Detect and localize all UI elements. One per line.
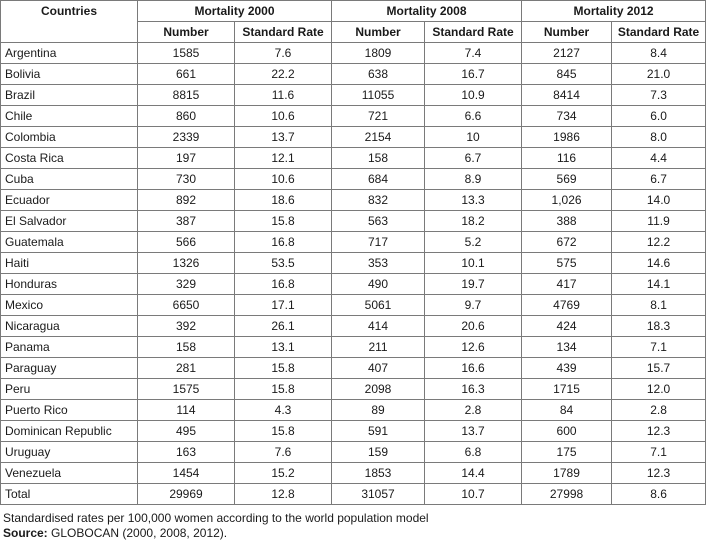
- table-row: [1, 232, 706, 253]
- rate-2012-cell: 8.0: [612, 127, 706, 148]
- number-2008-cell: 5061: [332, 295, 425, 316]
- country-cell: Peru: [1, 379, 138, 400]
- country-cell: Panama: [1, 337, 138, 358]
- number-2000-cell: 2339: [138, 127, 235, 148]
- number-2008-cell: 31057: [332, 484, 425, 505]
- rate-2012-cell: 21.0: [612, 64, 706, 85]
- number-2012-cell: 424: [522, 316, 612, 337]
- rate-2008-cell: 16.6: [425, 358, 522, 379]
- rate-2012-cell: 2.8: [612, 400, 706, 421]
- rate-2000-cell: 13.7: [235, 127, 332, 148]
- number-2012-cell: 1,026: [522, 190, 612, 211]
- country-cell: Cuba: [1, 169, 138, 190]
- source-label: Source:: [3, 526, 48, 540]
- table-row: [1, 295, 706, 316]
- rate-2008-cell: 6.7: [425, 148, 522, 169]
- rate-2012-cell: 12.3: [612, 421, 706, 442]
- rate-2012-cell: 14.6: [612, 253, 706, 274]
- rate-2008-cell: 6.8: [425, 442, 522, 463]
- rate-2012-cell: 4.4: [612, 148, 706, 169]
- rate-2000-cell: 12.1: [235, 148, 332, 169]
- rate-2008-cell: 16.3: [425, 379, 522, 400]
- number-2000-cell: 197: [138, 148, 235, 169]
- subheader-number-2012: Number: [522, 22, 612, 43]
- rate-2000-cell: 17.1: [235, 295, 332, 316]
- number-2012-cell: 1789: [522, 463, 612, 484]
- number-2000-cell: 860: [138, 106, 235, 127]
- rate-2008-cell: 10.1: [425, 253, 522, 274]
- rate-2000-cell: 10.6: [235, 106, 332, 127]
- number-2012-cell: 600: [522, 421, 612, 442]
- number-2008-cell: 490: [332, 274, 425, 295]
- rate-2012-cell: 18.3: [612, 316, 706, 337]
- number-2000-cell: 892: [138, 190, 235, 211]
- rate-2012-cell: 12.0: [612, 379, 706, 400]
- number-2008-cell: 353: [332, 253, 425, 274]
- country-cell: Chile: [1, 106, 138, 127]
- number-2008-cell: 721: [332, 106, 425, 127]
- table-row: [1, 421, 706, 442]
- rate-2012-cell: 8.4: [612, 43, 706, 64]
- number-2000-cell: 158: [138, 337, 235, 358]
- rate-2000-cell: 4.3: [235, 400, 332, 421]
- table-row: [1, 484, 706, 505]
- country-cell: Haiti: [1, 253, 138, 274]
- number-2008-cell: 159: [332, 442, 425, 463]
- number-2012-cell: 27998: [522, 484, 612, 505]
- table-row: [1, 106, 706, 127]
- number-2012-cell: 134: [522, 337, 612, 358]
- rate-2008-cell: 8.9: [425, 169, 522, 190]
- rate-2008-cell: 6.6: [425, 106, 522, 127]
- rate-2000-cell: 53.5: [235, 253, 332, 274]
- number-2000-cell: 566: [138, 232, 235, 253]
- number-2000-cell: 495: [138, 421, 235, 442]
- rate-2000-cell: 16.8: [235, 232, 332, 253]
- rate-2012-cell: 12.2: [612, 232, 706, 253]
- rate-2000-cell: 7.6: [235, 43, 332, 64]
- rate-2012-cell: 6.0: [612, 106, 706, 127]
- number-2000-cell: 1326: [138, 253, 235, 274]
- table-row: [1, 337, 706, 358]
- number-2012-cell: 439: [522, 358, 612, 379]
- rate-2000-cell: 15.8: [235, 358, 332, 379]
- rate-2008-cell: 13.7: [425, 421, 522, 442]
- number-2008-cell: 638: [332, 64, 425, 85]
- subheader-rate-2008: Standard Rate: [425, 22, 522, 43]
- rate-2012-cell: 8.6: [612, 484, 706, 505]
- country-cell: Costa Rica: [1, 148, 138, 169]
- number-2008-cell: 414: [332, 316, 425, 337]
- table-row: [1, 253, 706, 274]
- rate-2012-cell: 14.0: [612, 190, 706, 211]
- subheader-rate-2000: Standard Rate: [235, 22, 332, 43]
- country-cell: Guatemala: [1, 232, 138, 253]
- rate-2000-cell: 18.6: [235, 190, 332, 211]
- number-2000-cell: 29969: [138, 484, 235, 505]
- rate-2008-cell: 13.3: [425, 190, 522, 211]
- source-line: [3, 526, 227, 541]
- table-row: [1, 400, 706, 421]
- number-2008-cell: 11055: [332, 85, 425, 106]
- rate-2008-cell: 7.4: [425, 43, 522, 64]
- number-2000-cell: 281: [138, 358, 235, 379]
- rate-2012-cell: 15.7: [612, 358, 706, 379]
- number-2008-cell: 2154: [332, 127, 425, 148]
- rate-2012-cell: 7.1: [612, 442, 706, 463]
- rate-2000-cell: 10.6: [235, 169, 332, 190]
- number-2008-cell: 591: [332, 421, 425, 442]
- table-row: [1, 190, 706, 211]
- country-cell: Uruguay: [1, 442, 138, 463]
- table-row: [1, 316, 706, 337]
- rate-2008-cell: 12.6: [425, 337, 522, 358]
- number-2012-cell: 388: [522, 211, 612, 232]
- number-2008-cell: 684: [332, 169, 425, 190]
- number-2012-cell: 672: [522, 232, 612, 253]
- number-2000-cell: 392: [138, 316, 235, 337]
- table-row: [1, 442, 706, 463]
- number-2000-cell: 387: [138, 211, 235, 232]
- rate-2008-cell: 2.8: [425, 400, 522, 421]
- rate-2008-cell: 5.2: [425, 232, 522, 253]
- number-2000-cell: 6650: [138, 295, 235, 316]
- table-row: [1, 85, 706, 106]
- rate-2008-cell: 10.7: [425, 484, 522, 505]
- rate-2008-cell: 19.7: [425, 274, 522, 295]
- country-cell: Dominican Republic: [1, 421, 138, 442]
- table-row: [1, 148, 706, 169]
- subheader-rate-2012: Standard Rate: [612, 22, 706, 43]
- number-2000-cell: 1585: [138, 43, 235, 64]
- country-cell: Colombia: [1, 127, 138, 148]
- rate-2000-cell: 7.6: [235, 442, 332, 463]
- rate-2000-cell: 15.2: [235, 463, 332, 484]
- rate-2008-cell: 10.9: [425, 85, 522, 106]
- number-2008-cell: 89: [332, 400, 425, 421]
- rate-2000-cell: 16.8: [235, 274, 332, 295]
- table-row: [1, 274, 706, 295]
- number-2000-cell: 114: [138, 400, 235, 421]
- number-2012-cell: 575: [522, 253, 612, 274]
- number-2012-cell: 417: [522, 274, 612, 295]
- country-cell: Mexico: [1, 295, 138, 316]
- number-2012-cell: 845: [522, 64, 612, 85]
- table-row: [1, 358, 706, 379]
- number-2012-cell: 4769: [522, 295, 612, 316]
- country-cell: Argentina: [1, 43, 138, 64]
- table-row: [1, 64, 706, 85]
- number-2000-cell: 1454: [138, 463, 235, 484]
- rate-2000-cell: 15.8: [235, 421, 332, 442]
- rate-2012-cell: 7.3: [612, 85, 706, 106]
- countries-header: Countries: [1, 1, 138, 43]
- number-2000-cell: 661: [138, 64, 235, 85]
- number-2008-cell: 407: [332, 358, 425, 379]
- number-2008-cell: 158: [332, 148, 425, 169]
- subheader-number-2008: Number: [332, 22, 425, 43]
- number-2012-cell: 1715: [522, 379, 612, 400]
- number-2008-cell: 1809: [332, 43, 425, 64]
- rate-2000-cell: 12.8: [235, 484, 332, 505]
- rate-2008-cell: 14.4: [425, 463, 522, 484]
- rate-2012-cell: 8.1: [612, 295, 706, 316]
- rate-2000-cell: 26.1: [235, 316, 332, 337]
- number-2000-cell: 329: [138, 274, 235, 295]
- country-cell: Ecuador: [1, 190, 138, 211]
- group-header-2012: Mortality 2012: [522, 1, 706, 22]
- rate-2000-cell: 13.1: [235, 337, 332, 358]
- country-cell: El Salvador: [1, 211, 138, 232]
- table-row: [1, 379, 706, 400]
- rate-2008-cell: 16.7: [425, 64, 522, 85]
- number-2012-cell: 569: [522, 169, 612, 190]
- header-row-groups: [1, 1, 706, 22]
- number-2008-cell: 1853: [332, 463, 425, 484]
- rate-2008-cell: 10: [425, 127, 522, 148]
- number-2008-cell: 211: [332, 337, 425, 358]
- rate-2012-cell: 14.1: [612, 274, 706, 295]
- country-cell: Paraguay: [1, 358, 138, 379]
- number-2012-cell: 8414: [522, 85, 612, 106]
- rate-2000-cell: 11.6: [235, 85, 332, 106]
- rate-2000-cell: 15.8: [235, 211, 332, 232]
- country-cell: Bolivia: [1, 64, 138, 85]
- table-header: [1, 1, 706, 43]
- table-row: [1, 169, 706, 190]
- country-cell: Venezuela: [1, 463, 138, 484]
- table-row: [1, 43, 706, 64]
- number-2008-cell: 832: [332, 190, 425, 211]
- number-2012-cell: 734: [522, 106, 612, 127]
- country-cell: Brazil: [1, 85, 138, 106]
- number-2008-cell: 563: [332, 211, 425, 232]
- group-header-2000: Mortality 2000: [138, 1, 332, 22]
- rate-2008-cell: 18.2: [425, 211, 522, 232]
- table-row: [1, 463, 706, 484]
- number-2012-cell: 1986: [522, 127, 612, 148]
- rate-2012-cell: 11.9: [612, 211, 706, 232]
- source-text: GLOBOCAN (2000, 2008, 2012).: [47, 526, 228, 540]
- number-2000-cell: 163: [138, 442, 235, 463]
- number-2012-cell: 116: [522, 148, 612, 169]
- number-2008-cell: 717: [332, 232, 425, 253]
- number-2012-cell: 2127: [522, 43, 612, 64]
- table-row: [1, 211, 706, 232]
- rate-2008-cell: 20.6: [425, 316, 522, 337]
- rate-2008-cell: 9.7: [425, 295, 522, 316]
- group-header-2008: Mortality 2008: [332, 1, 522, 22]
- country-cell: Puerto Rico: [1, 400, 138, 421]
- country-cell: Honduras: [1, 274, 138, 295]
- number-2012-cell: 84: [522, 400, 612, 421]
- number-2000-cell: 8815: [138, 85, 235, 106]
- rate-2012-cell: 12.3: [612, 463, 706, 484]
- subheader-number-2000: Number: [138, 22, 235, 43]
- country-cell: Nicaragua: [1, 316, 138, 337]
- country-cell: Total: [1, 484, 138, 505]
- number-2008-cell: 2098: [332, 379, 425, 400]
- number-2012-cell: 175: [522, 442, 612, 463]
- rate-2012-cell: 7.1: [612, 337, 706, 358]
- number-2000-cell: 730: [138, 169, 235, 190]
- rate-2000-cell: 15.8: [235, 379, 332, 400]
- number-2000-cell: 1575: [138, 379, 235, 400]
- rate-2012-cell: 6.7: [612, 169, 706, 190]
- table-body: [1, 43, 706, 505]
- rate-2000-cell: 22.2: [235, 64, 332, 85]
- footnote: Standardised rates per 100,000 women according to the world population model: [3, 511, 429, 525]
- table-row: [1, 127, 706, 148]
